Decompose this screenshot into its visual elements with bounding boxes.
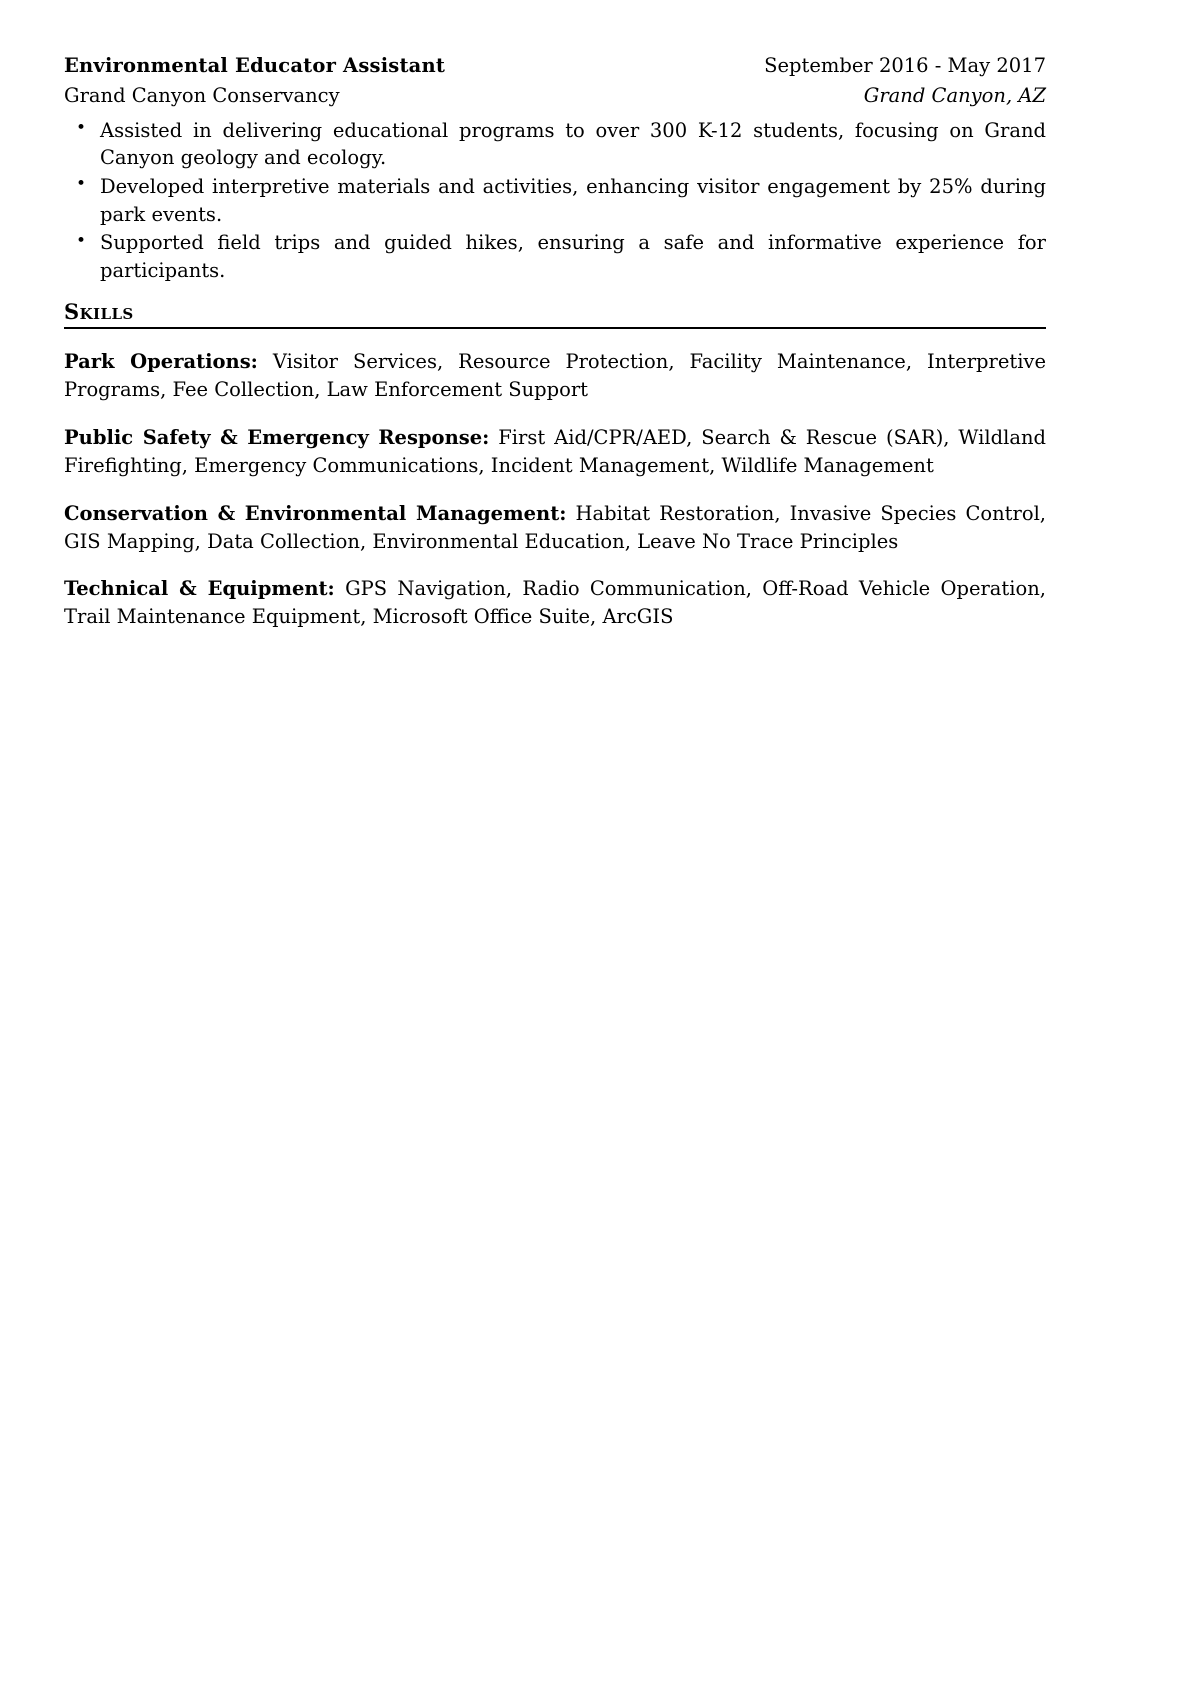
list-item: • Assisted in delivering educational programs to over 300 K-12 students, focusing on Grand Canyon geology and ecology. [64, 117, 1046, 172]
skill-items-text: GPS Navigation, Radio Communication, Off-Road Vehicle Operation, Trail Maintenance Equipment, Microsoft Office Suite, ArcGIS [64, 577, 1047, 629]
skill-group [64, 424, 1046, 480]
skills-section [64, 299, 1046, 632]
skill-items-text: Visitor Services, Resource Protection, Facility Maintenance, Interpretive Programs, Fee Collection, Law Enforcement Support [64, 350, 1046, 402]
experience-entry-header-row [64, 52, 1046, 80]
list-item: • Developed interpretive materials and activities, enhancing visitor engagement by 25% during park events. [64, 173, 1046, 228]
skill-category-label: Technical & Equipment: [64, 577, 335, 601]
job-date-range: September 2016 - May 2017 [764, 54, 1046, 77]
job-responsibility-list [64, 117, 1046, 285]
experience-entry [64, 52, 1046, 285]
skill-category-label: Park Operations: [64, 350, 258, 374]
skill-group [64, 348, 1046, 404]
skill-items-text: Habitat Restoration, Invasive Species Control, GIS Mapping, Data Collection, Environmental Education, Leave No Trace Principles [64, 501, 1046, 553]
page-content [64, 52, 1046, 631]
skill-items-text: First Aid/CPR/AED, Search & Rescue (SAR), Wildland Firefighting, Emergency Communications, Incident Management, Wildlife Management [64, 426, 1046, 478]
skill-category-label: Public Safety & Emergency Response: [64, 426, 490, 449]
experience-entry-subheader-row [64, 82, 1046, 110]
job-title: Environmental Educator Assistant [64, 54, 446, 77]
employer-name: Grand Canyon Conservancy [64, 84, 340, 108]
skill-category-label: Conservation & Environmental Management: [64, 501, 567, 525]
job-location: Grand Canyon, AZ [863, 84, 1046, 108]
section-heading-skills: Skills [64, 298, 134, 324]
section-divider [64, 327, 1046, 329]
list-item: • Supported field trips and guided hikes, ensuring a safe and informative experience for participants. [64, 229, 1046, 284]
skills-group-list [64, 348, 1046, 631]
skill-group [64, 575, 1046, 631]
skill-group [64, 500, 1046, 556]
